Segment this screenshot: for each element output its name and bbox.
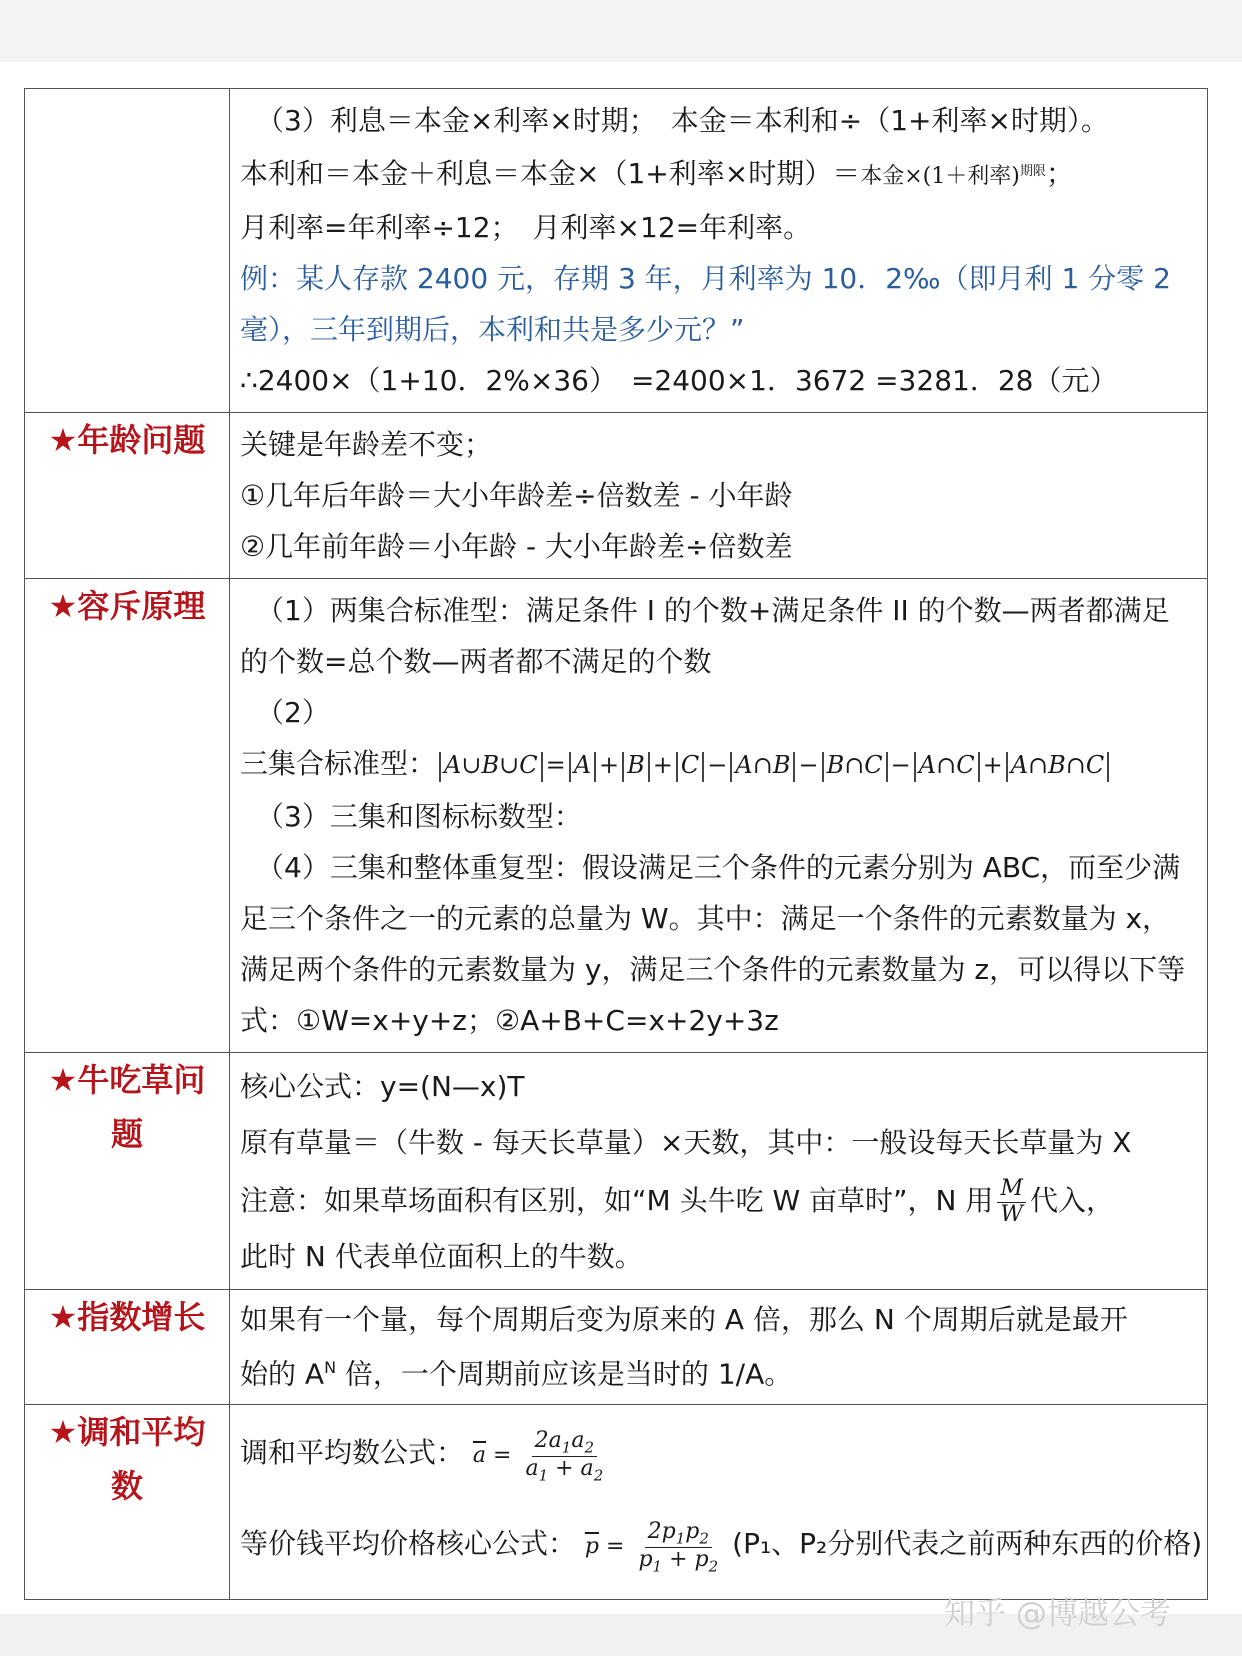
category-exponential: ★指数增长 bbox=[25, 1290, 230, 1405]
interest-line-1: （3）利息＝本金×利率×时期； 本金＝本利和÷（1+利率×时期）。 bbox=[256, 104, 1109, 137]
harmonic-mean-formula: $\overline{a}$ = $\frac{2a_1a_2}{a_1 + a_2}$ bbox=[472, 1427, 604, 1485]
three-set-formula: A∪B∪C = A + B + C − A∩B − B∩C − A∩C + A∩B∩C bbox=[436, 751, 1112, 779]
table-row-exponential bbox=[25, 1290, 1208, 1405]
price-formula-note: (P₁、P₂分别代表之前两种东西的价格) bbox=[732, 1527, 1203, 1561]
table-row-harmonic bbox=[25, 1405, 1208, 1600]
table-row-cattle bbox=[25, 1053, 1208, 1290]
area-fraction: $\frac{M}{W}$ bbox=[997, 1177, 1026, 1226]
interest-content bbox=[230, 89, 1208, 413]
interest-example: 例：某人存款 2400 元，存期 3 年，月利率为 10．2‰（即月利 1 分零 2 毫），三年到期后，本利和共是多少元？” bbox=[240, 262, 1171, 346]
exponential-line-2 bbox=[240, 1344, 1197, 1398]
table-row-age bbox=[25, 413, 1208, 579]
age-content bbox=[230, 413, 1208, 579]
interest-solution: ∴2400×（1+10．2%×36） =2400×1．3672 =3281．28（元） bbox=[240, 364, 1118, 397]
exponential-line-1: 如果有一个量，每个周期后变为原来的 A 倍，那么 N 个周期后就是最开 bbox=[240, 1303, 1128, 1336]
table-row-inclusion bbox=[25, 579, 1208, 1053]
age-line-1: 关键是年龄差不变； bbox=[240, 428, 493, 461]
inclusion-para-1: （1）两集合标准型：满足条件 I 的个数+满足条件 II 的个数—两者都满足的个数=总个数—两者都不满足的个数 bbox=[240, 594, 1170, 678]
inclusion-para-4: （3）三集和图标标数型： bbox=[256, 800, 582, 833]
inclusion-para-5: （4）三集和整体重复型：假设满足三个条件的元素分别为 ABC，而至少满足三个条件之一的元素的总量为 W。其中：满足一个条件的元素数量为 x，满足两个条件的元素数量为 y，满足三个条件的元素数量为 z，可以得以下等式：①W=x+y+z；②A+B+C=x+2y+3z bbox=[240, 851, 1186, 1037]
harmonic-line-2 bbox=[240, 1498, 1203, 1593]
category-age: ★年龄问题 bbox=[25, 413, 230, 579]
interest-line-2 bbox=[240, 146, 1197, 202]
cattle-line-3-post: 代入， bbox=[1030, 1184, 1115, 1217]
zhihu-watermark: 知乎 @博越公考 bbox=[944, 1596, 1171, 1632]
inclusion-para-2: （2） bbox=[256, 696, 330, 729]
inclusion-content bbox=[230, 579, 1208, 1053]
interest-line-2-end: ； bbox=[1045, 157, 1074, 190]
interest-compound-formula: 本金×(1＋利率) bbox=[860, 164, 1020, 189]
cattle-line-3-pre: 注意：如果草场面积有区别，如“M 头牛吃 W 亩草时”，N 用 bbox=[240, 1184, 994, 1217]
cattle-content bbox=[230, 1053, 1208, 1290]
category-inclusion: ★容斥原理 bbox=[25, 579, 230, 1053]
harmonic-line-1 bbox=[240, 1411, 1197, 1498]
age-line-2: ①几年后年龄＝大小年龄差÷倍数差 - 小年龄 bbox=[240, 479, 793, 512]
exponential-line-2-pre: 始的 A bbox=[240, 1357, 325, 1391]
cattle-line-3 bbox=[240, 1171, 1197, 1231]
harmonic-content bbox=[230, 1405, 1208, 1600]
top-margin bbox=[0, 0, 1242, 62]
table-row-interest bbox=[25, 89, 1208, 413]
category-empty-cell bbox=[25, 89, 230, 413]
exponent-n: N bbox=[324, 1358, 337, 1377]
inclusion-three-set-label: 三集合标准型： bbox=[240, 747, 437, 780]
harmonic-formula-label: 调和平均数公式： bbox=[240, 1436, 465, 1470]
interest-line-2-text: 本利和＝本金＋利息＝本金×（1+利率×时期）＝ bbox=[240, 157, 861, 190]
category-cattle: ★牛吃草问题 bbox=[25, 1053, 230, 1290]
exponential-content bbox=[230, 1290, 1208, 1405]
interest-line-3: 月利率=年利率÷12； 月利率×12=年利率。 bbox=[240, 211, 812, 244]
age-line-3: ②几年前年龄＝小年龄 - 大小年龄差÷倍数差 bbox=[240, 530, 793, 563]
cattle-line-4: 此时 N 代表单位面积上的牛数。 bbox=[240, 1240, 643, 1273]
formula-table bbox=[24, 88, 1208, 1600]
inclusion-para-3 bbox=[240, 738, 1197, 791]
cattle-line-1: 核心公式：y=(N—x)T bbox=[240, 1070, 525, 1103]
cattle-line-2: 原有草量＝（牛数 - 每天长草量）×天数，其中：一般设每天长草量为 X bbox=[240, 1126, 1132, 1159]
average-price-formula: $\overline{p}$ = $\frac{2p_1p_2}{p_1 + p_2}$ bbox=[584, 1518, 719, 1576]
price-formula-label: 等价钱平均价格核心公式： bbox=[240, 1527, 577, 1561]
exponential-line-2-post: 倍，一个周期前应该是当时的 1/A。 bbox=[336, 1357, 793, 1391]
category-harmonic: ★调和平均数 bbox=[25, 1405, 230, 1600]
interest-compound-exponent: 期限 bbox=[1019, 164, 1046, 179]
